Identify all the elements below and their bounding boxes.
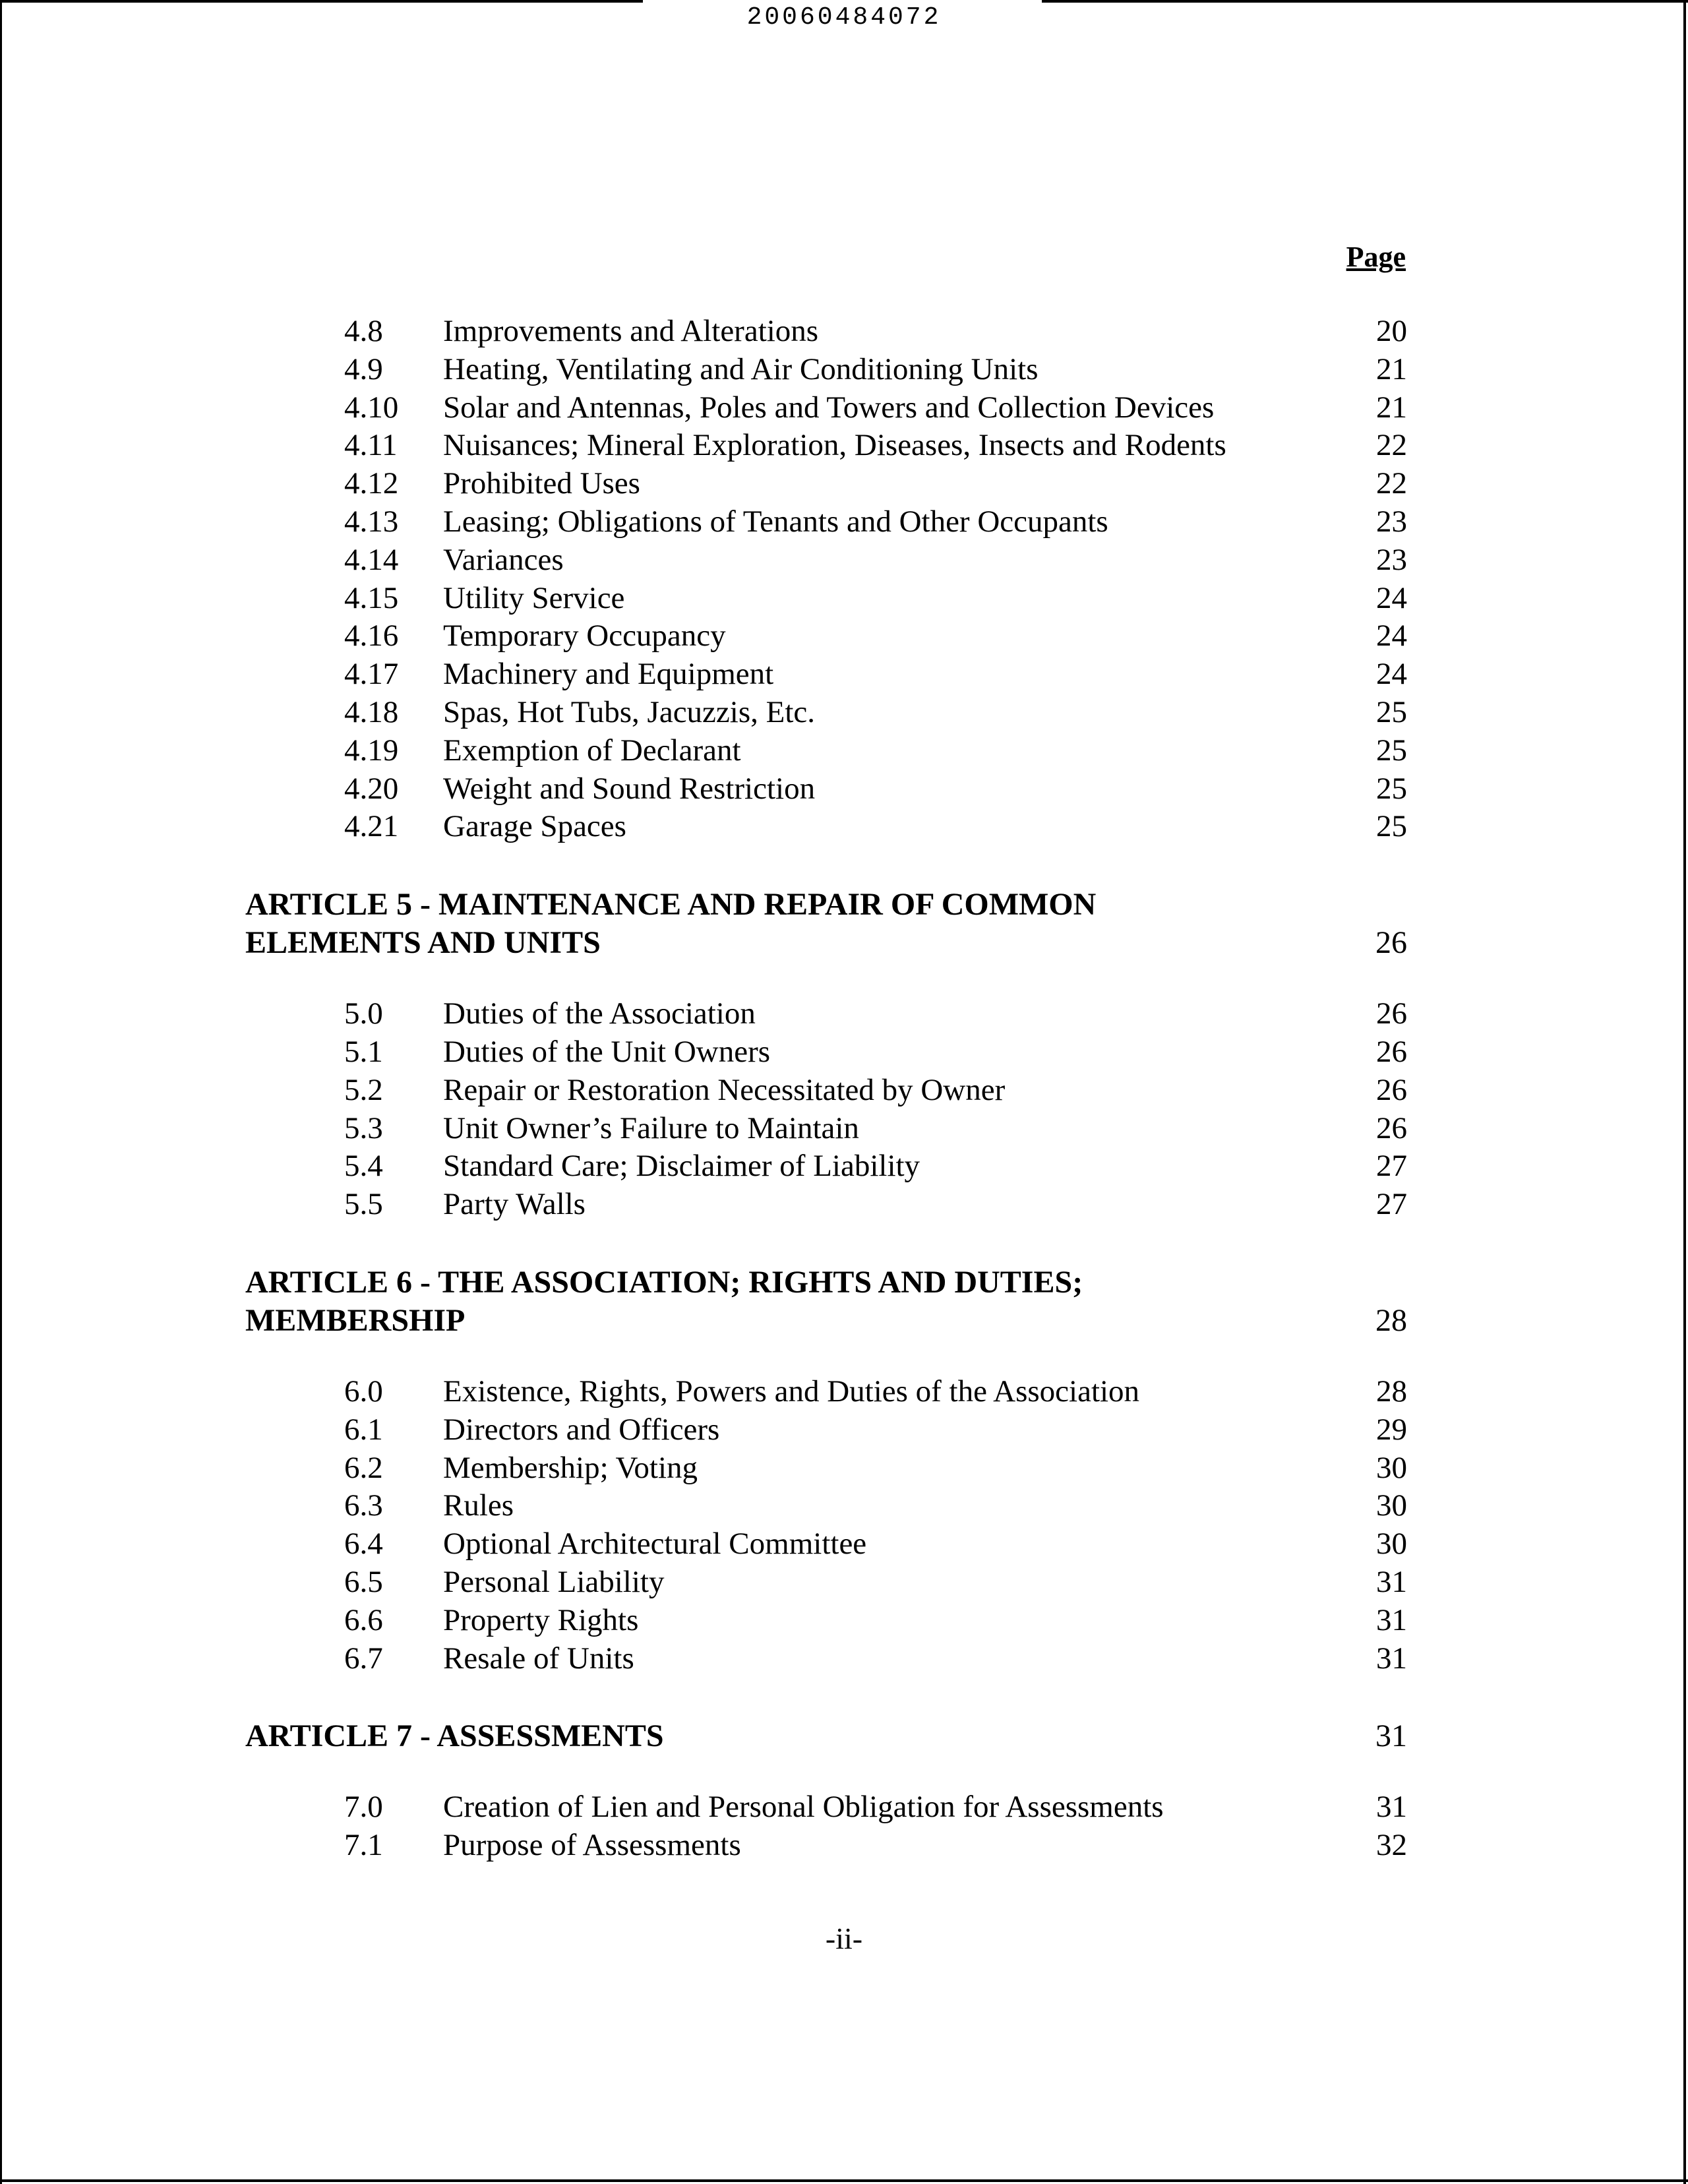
toc-row [245,1373,1407,1411]
toc-row [245,770,1407,808]
toc-section-title: Directors and Officers [443,1412,720,1447]
page-column-heading: Page [1346,241,1406,273]
toc-row [245,1827,1407,1865]
article-heading-text [245,1263,1328,1340]
toc-page-number: 20 [1376,314,1407,348]
toc-section-title: Improvements and Alterations [443,314,819,348]
toc-row [245,1602,1407,1640]
toc-page-number: 25 [1376,733,1407,768]
toc-page-number: 27 [1376,1187,1407,1222]
toc-section-title: Rules [443,1488,514,1523]
toc-section-title: Leasing; Obligations of Tenants and Other Occupants [443,504,1108,539]
toc-section-number: 4.10 [344,390,399,425]
toc-row [245,1640,1407,1678]
toc-row [245,694,1407,732]
toc-row [245,465,1407,503]
toc-section-title: Temporary Occupancy [443,619,726,653]
toc-row [245,1788,1407,1827]
toc-page-number: 24 [1376,657,1407,692]
toc-section-4-list [245,313,1407,846]
toc-page-number: 31 [1376,1564,1407,1599]
toc-row [245,1033,1407,1072]
toc-page-number: 25 [1376,809,1407,844]
toc-page-number: 29 [1376,1412,1407,1447]
toc-row [245,580,1407,618]
article-heading-line: MEMBERSHIP [245,1302,466,1338]
toc-section-title: Repair or Restoration Necessitated by Owner [443,1072,1006,1107]
toc-row [245,313,1407,351]
toc-section-title: Garage Spaces [443,809,626,844]
toc-section-title: Creation of Lien and Personal Obligation for Assessments [443,1790,1164,1825]
toc-row [245,1487,1407,1525]
toc-section-number: 5.3 [344,1110,383,1145]
toc-section-number: 4.16 [344,619,399,653]
toc-section-title: Variances [443,542,564,577]
toc-section-number: 4.9 [344,351,383,386]
toc-row [245,995,1407,1033]
toc-section-number: 4.13 [344,504,399,539]
toc-row [245,1525,1407,1563]
toc-row [245,1563,1407,1602]
toc-section-title: Membership; Voting [443,1450,698,1485]
toc-page-number: 22 [1376,466,1407,501]
toc-section-title: Party Walls [443,1187,586,1222]
toc-page-number: 32 [1376,1828,1407,1863]
toc-page-number: 25 [1376,771,1407,806]
toc-section-number: 4.18 [344,694,399,729]
toc-row [245,427,1407,465]
toc-row [245,732,1407,770]
article-page-number: 28 [1375,1302,1407,1338]
article-page-number: 31 [1375,1718,1407,1754]
article-heading-line: ELEMENTS AND UNITS [245,925,601,961]
toc-section-number: 6.1 [344,1412,383,1447]
toc-section-title: Optional Architectural Committee [443,1527,867,1562]
toc-section-title: Existence, Rights, Powers and Duties of the Association [443,1374,1140,1409]
toc-page-number: 23 [1376,542,1407,577]
toc-section-number: 6.3 [344,1488,383,1523]
toc-page-number: 30 [1376,1527,1407,1562]
toc-section-number: 4.19 [344,733,399,768]
toc-page-number: 27 [1376,1149,1407,1184]
toc-page-number: 30 [1376,1488,1407,1523]
toc-section-number: 6.5 [344,1564,383,1599]
toc-page-number: 31 [1376,1790,1407,1825]
toc-section-number: 5.2 [344,1072,383,1107]
toc-row [245,808,1407,846]
toc-page-number: 26 [1376,1034,1407,1069]
toc-page-number: 21 [1376,390,1407,425]
toc-section-number: 5.4 [344,1149,383,1184]
toc-page-number: 23 [1376,504,1407,539]
toc-section-title: Prohibited Uses [443,466,640,501]
frame-line-right [1683,0,1686,2184]
toc-page-number: 28 [1376,1374,1407,1409]
toc-section-number: 4.20 [344,771,399,806]
toc-section-title: Utility Service [443,580,625,615]
toc-section-5-list [245,995,1407,1224]
article-page-number: 26 [1375,925,1407,961]
toc-section-number: 4.17 [344,657,399,692]
toc-row [245,389,1407,427]
toc-page-number: 22 [1376,428,1407,463]
toc-section-number: 4.15 [344,580,399,615]
toc-section-number: 6.0 [344,1374,383,1409]
toc-section-number: 4.11 [344,428,398,463]
toc-page-number: 31 [1376,1641,1407,1676]
toc-section-6-list [245,1373,1407,1678]
toc-row [245,1072,1407,1110]
toc-row [245,351,1407,389]
toc-section-7-list [245,1788,1407,1865]
toc-row [245,1147,1407,1186]
toc-section-title: Personal Liability [443,1564,665,1599]
article-heading-text [245,886,1328,962]
toc-section-title: Unit Owner’s Failure to Maintain [443,1110,859,1145]
toc-section-title: Duties of the Association [443,996,756,1031]
toc-section-number: 5.1 [344,1034,383,1069]
toc-section-title: Spas, Hot Tubs, Jacuzzis, Etc. [443,694,815,729]
toc-section-title: Property Rights [443,1602,639,1637]
toc-row [245,541,1407,580]
toc-row [245,1449,1407,1488]
toc-section-number: 6.2 [344,1450,383,1485]
toc-section-title: Solar and Antennas, Poles and Towers and Collection Devices [443,390,1215,425]
frame-line-bottom [0,2179,1688,2182]
toc-page-number: 21 [1376,351,1407,386]
toc-row [245,1186,1407,1224]
document-number: 20060484072 [746,3,942,32]
toc-section-title: Exemption of Declarant [443,733,741,768]
toc-section-title: Resale of Units [443,1641,634,1676]
frame-line-left [0,0,2,2184]
article-6-heading [245,1263,1407,1340]
toc-page-number: 25 [1376,694,1407,729]
page-number-footer: -ii- [825,1922,863,1955]
toc-page-number: 26 [1376,996,1407,1031]
toc-section-number: 6.4 [344,1527,383,1562]
toc-page-number: 31 [1376,1602,1407,1637]
toc-section-number: 6.6 [344,1602,383,1637]
toc-row [245,1411,1407,1449]
toc-row [245,655,1407,694]
toc-section-title: Weight and Sound Restriction [443,771,816,806]
article-heading-line: ARTICLE 6 - THE ASSOCIATION; RIGHTS AND DUTIES; [245,1264,1083,1300]
toc-section-number: 7.1 [344,1828,383,1863]
toc-section-number: 4.8 [344,314,383,348]
toc-section-title: Duties of the Unit Owners [443,1034,771,1069]
toc-section-number: 4.14 [344,542,399,577]
toc-row [245,617,1407,655]
toc-section-number: 5.0 [344,996,383,1031]
toc-page-number: 26 [1376,1072,1407,1107]
toc-row [245,1110,1407,1148]
article-heading-text: ARTICLE 7 - ASSESSMENTS [245,1718,664,1754]
article-5-heading [245,886,1407,962]
toc-section-title: Standard Care; Disclaimer of Liability [443,1149,920,1184]
toc-section-number: 6.7 [344,1641,383,1676]
toc-page-number: 30 [1376,1450,1407,1485]
toc-section-number: 4.21 [344,809,399,844]
toc-section-title: Purpose of Assessments [443,1828,741,1863]
toc-section-number: 5.5 [344,1187,383,1222]
toc-section-title: Machinery and Equipment [443,657,774,692]
toc-row [245,503,1407,541]
article-heading-line: ARTICLE 5 - MAINTENANCE AND REPAIR OF COMMON [245,887,1097,923]
toc-page-number: 26 [1376,1110,1407,1145]
toc-section-title: Nuisances; Mineral Exploration, Diseases, Insects and Rodents [443,428,1226,463]
toc-section-title: Heating, Ventilating and Air Conditioning Units [443,351,1039,386]
toc-section-number: 7.0 [344,1790,383,1825]
toc-page-number: 24 [1376,619,1407,653]
table-of-contents [245,313,1407,1865]
toc-page-number: 24 [1376,580,1407,615]
article-7-heading [245,1717,1407,1755]
toc-section-number: 4.12 [344,466,399,501]
